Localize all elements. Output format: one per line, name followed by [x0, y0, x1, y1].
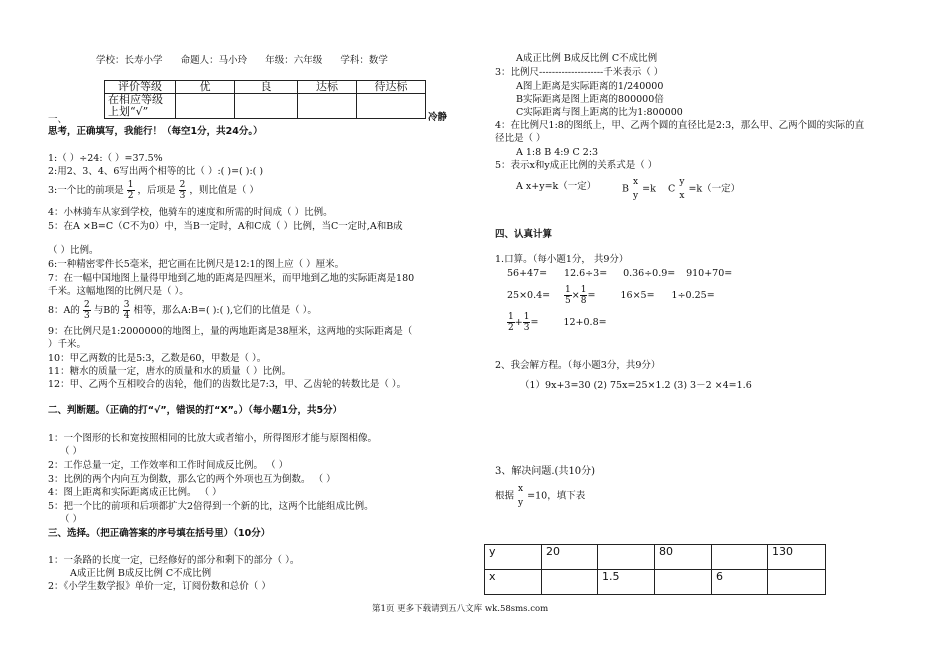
judge-5-line2: （ ）: [60, 514, 83, 525]
q8-text-a: 8：A的: [48, 305, 80, 316]
option-b-eq: =k: [642, 183, 656, 195]
choice-3: 3：比例尺--------------------千米表示（ ）: [495, 67, 664, 78]
author: 命题人：马小玲: [180, 55, 248, 66]
table-cell[interactable]: [598, 545, 655, 570]
choice-3-option-b: B实际距离是图上距离的800000倍: [516, 94, 664, 105]
choice-5-option-b: [622, 177, 656, 201]
oral-fraction: [580, 285, 588, 306]
section1-number: 一、: [48, 114, 68, 125]
choice-1-options: A成正比例 B成反比例 C不成比例: [70, 568, 212, 579]
fraction-numerator: x: [633, 177, 639, 187]
exam-header: [96, 55, 388, 66]
q8-text-b: 与B的: [93, 305, 120, 316]
section1-title: 思考，正确填写，我能行！（每空1分，共24分。）: [48, 126, 263, 137]
fraction-denominator: y: [518, 498, 524, 508]
fill-q7-line2: 千米。这幅地图的比例尺是（ ）。: [48, 286, 189, 297]
table-cell[interactable]: [542, 570, 598, 595]
q3-text-b: ，后项是: [137, 185, 176, 196]
table-cell: 6: [712, 570, 768, 595]
table-cell: 130: [768, 545, 826, 570]
fill-q11: 11：糖水的质量一定，唐水的质量和水的质量（ ）比例。: [48, 366, 292, 377]
oral-row-1: [507, 268, 732, 279]
judge-4: 4：图上距离和实际距离成正比例。 （ ）: [48, 487, 222, 498]
fraction-numerator: 1: [580, 285, 587, 295]
table-cell[interactable]: [712, 545, 768, 570]
judge-1-line2: （ ）: [60, 446, 83, 457]
table-row-y: [485, 545, 826, 570]
oral-item: 0.36÷0.9=: [623, 268, 676, 279]
fraction-denominator: 2: [127, 191, 134, 201]
fill-q9-line1: 9：在比例尺是1:2000000的地图上，量的两地距离是38厘米，这两地的实际距离是（: [48, 326, 413, 337]
oral-calc-title: 1.口算。（每小题1分， 共9分）: [495, 254, 629, 265]
judge-2: 2：工作总量一定，工作效率和工作时间成反比例。 （ ）: [48, 460, 289, 471]
oral-fraction: [507, 312, 515, 333]
oral-item: 12+0.8=: [563, 317, 607, 328]
fraction-denominator: 4: [123, 311, 130, 321]
grade-header: 评价等级: [105, 81, 176, 94]
equation-items: （1）9x+3=30 (2) 75x=25×1.2 (3) 3－2 ×4=1.6: [520, 380, 752, 391]
choice-3-option-a: A图上距离是实际距离的1/240000: [516, 81, 664, 92]
grade-cell[interactable]: [235, 94, 298, 119]
problem-post: =10，填下表: [527, 490, 586, 502]
fill-q1: 1:（ ）÷24:（ ）=37.5%: [48, 153, 163, 164]
choice-5-option-c: [668, 177, 740, 201]
fraction-numerator: x: [518, 484, 524, 494]
fill-q8: [48, 300, 317, 321]
grade-header: 达标: [298, 81, 357, 94]
oral-item: 12.6÷3=: [564, 268, 608, 279]
table-cell: 20: [542, 545, 598, 570]
grade-level: 年级：六年级: [265, 55, 323, 66]
oral-fraction: [564, 285, 572, 306]
section3-title: 三、选择。（把正确答案的序号填在括号里）（10分）: [48, 528, 271, 539]
table-cell[interactable]: [768, 570, 826, 595]
oral-item: 16×5=: [620, 290, 655, 301]
choice-5-option-a: A x+y=k（一定）: [516, 181, 597, 192]
problem-instruction: [495, 484, 585, 508]
q3-text-a: 3:一个比的前项是: [48, 185, 124, 196]
oral-op: ×: [571, 290, 580, 301]
fraction-denominator: 2: [508, 323, 514, 333]
option-c-fraction: [678, 177, 685, 201]
option-c-label: C: [668, 183, 676, 195]
fill-q12: 12：甲、乙两个互相咬合的齿轮，他们的齿数比是7:3，甲、乙齿轮的转数比是（ ）。: [48, 379, 407, 390]
table-cell[interactable]: [655, 570, 712, 595]
table-cell: x: [485, 570, 542, 595]
grade-cell[interactable]: [176, 94, 235, 119]
fill-q2: 2:用2、3、4、6写出两个相等的比（ ）:( )=( ):( ): [48, 166, 264, 177]
choice-2: 2：《小学生数学报》单价一定，订阅份数和总价（ ）: [48, 581, 271, 592]
fill-q10: 10：甲乙两数的比是5:3，乙数是60，甲数是（ ）。: [48, 353, 267, 364]
grade-evaluation-table: [104, 80, 426, 119]
q8-fraction-1: [83, 300, 91, 321]
oral-item: 1÷0.25=: [671, 290, 715, 301]
q3-fraction-2: [179, 180, 187, 201]
fill-q4: 4：小林骑车从家到学校，他骑车的速度和所需的时间成（ ）比例。: [48, 207, 333, 218]
problem-title: 3、解决问题.(共10分): [495, 466, 596, 477]
judge-3: 3：比例的两个内向互为倒数，那么它的两个外项也互为倒数。 （ ）: [48, 474, 336, 485]
choice-4-line1: 4：在比例尺1:8的图纸上，甲、乙两个圆的直径比是2:3，那么甲、乙两个圆的实际的直: [495, 120, 865, 131]
grade-cell[interactable]: [298, 94, 357, 119]
fraction-denominator: x: [679, 191, 685, 201]
fill-q6: 6:一种精密零件长5毫米，把它画在比例尺是12:1的图上应（ ）厘米。: [48, 259, 345, 270]
oral-fraction: [523, 312, 531, 333]
fraction-denominator: 5: [565, 296, 571, 306]
table-cell: y: [485, 545, 542, 570]
fraction-denominator: 3: [83, 311, 90, 321]
table-cell: 1.5: [598, 570, 655, 595]
choice-5: 5：表示x和y成正比例的关系式是（ ）: [495, 160, 658, 171]
fraction-numerator: 1: [565, 285, 571, 295]
fill-q7-line1: 7：在一幅中国地图上量得甲地到乙地的距离是四厘米，而甲地到乙地的实际距离是180: [48, 273, 415, 284]
grade-header: 优: [176, 81, 235, 94]
oral-eq: =: [587, 290, 596, 301]
fraction-numerator: y: [679, 177, 685, 187]
grade-row-label-line2: 上划“√”: [108, 105, 149, 118]
choice-4-options: A 1:8 B 4:9 C 2:3: [516, 147, 599, 158]
school: 学校：长寿小学: [96, 55, 163, 66]
choice-1: 1：一条路的长度一定，已经修好的部分和剩下的部分（ ）。: [48, 555, 300, 566]
option-c-eq: =k（一定）: [688, 183, 741, 195]
grade-cell[interactable]: [357, 94, 426, 119]
table-row-x: [485, 570, 826, 595]
option-b-fraction: [632, 177, 639, 201]
option-b-label: B: [622, 183, 629, 195]
grade-header: 良: [235, 81, 298, 94]
q8-text-c: 相等，那么A:B=( ):( ),它们的比值是（ ）。: [133, 305, 317, 316]
oral-row-3: [507, 312, 607, 333]
choice-3-option-c: C实际距离与图上距离的比为1:800000: [516, 107, 683, 118]
fill-q3: [48, 180, 259, 201]
fill-q9-line2: ）千米。: [48, 339, 87, 350]
section1-lengjing: 冷静: [428, 112, 448, 123]
problem-pre: 根据: [495, 490, 515, 502]
section4-title: 四、认真计算: [495, 229, 553, 240]
page-footer: 第1页 更多下载请到五八文库 wk.58sms.com: [372, 604, 549, 614]
judge-1-line1: 1：一个图形的长和宽按照相同的比放大或者缩小，所得图形才能与原图相像。: [48, 433, 378, 444]
fraction-numerator: 1: [508, 312, 514, 322]
q3-fraction-1: [127, 180, 135, 201]
fraction-numerator: 2: [179, 180, 186, 190]
table-cell: 80: [655, 545, 712, 570]
subject: 学科：数学: [340, 55, 388, 66]
fraction-numerator: 1: [127, 180, 134, 190]
grade-header: 待达标: [357, 81, 426, 94]
q8-fraction-2: [123, 300, 131, 321]
q3-text-c: ，则比值是（ ）: [189, 185, 259, 196]
problem-fraction: [517, 484, 524, 508]
grade-row-label-line1: 在相应等级: [108, 93, 163, 106]
oral-op: +: [514, 317, 523, 328]
equation-title: 2、我会解方程。（每小题3分，共9分）: [495, 360, 661, 371]
judge-5-line1: 5：把一个比的前项和后项都扩大2倍得到一个新的比，这两个比能组成比例。: [48, 501, 374, 512]
grade-row-label: [105, 94, 176, 119]
fraction-denominator: 3: [179, 191, 186, 201]
proportion-table: [484, 544, 826, 595]
fill-q5-line2: （ ）比例。: [48, 245, 99, 256]
oral-row-2: [507, 285, 715, 306]
oral-item: 56+47=: [507, 268, 548, 279]
fraction-numerator: 3: [123, 300, 130, 310]
choice-2-options: A成正比例 B成反比例 C不成比例: [516, 53, 658, 64]
fraction-denominator: 3: [523, 323, 530, 333]
fraction-numerator: 2: [83, 300, 90, 310]
fraction-denominator: 8: [580, 296, 587, 306]
choice-4-line2: 径比是（ ）: [495, 133, 546, 144]
fraction-denominator: y: [633, 191, 639, 201]
section2-title: 二、判断题。（正确的打“√”，错误的打“Ⅹ”。）（每小题1分，共5分）: [48, 405, 343, 416]
oral-eq: =: [530, 317, 539, 328]
oral-item: 910+70=: [686, 268, 733, 279]
fill-q5-line1: 5：在A ×B=C（C不为0）中，当B一定时，A和C成（ ）比例，当C一定时,A和B成: [48, 221, 403, 232]
oral-item: 25×0.4=: [507, 290, 551, 301]
fraction-numerator: 1: [523, 312, 530, 322]
